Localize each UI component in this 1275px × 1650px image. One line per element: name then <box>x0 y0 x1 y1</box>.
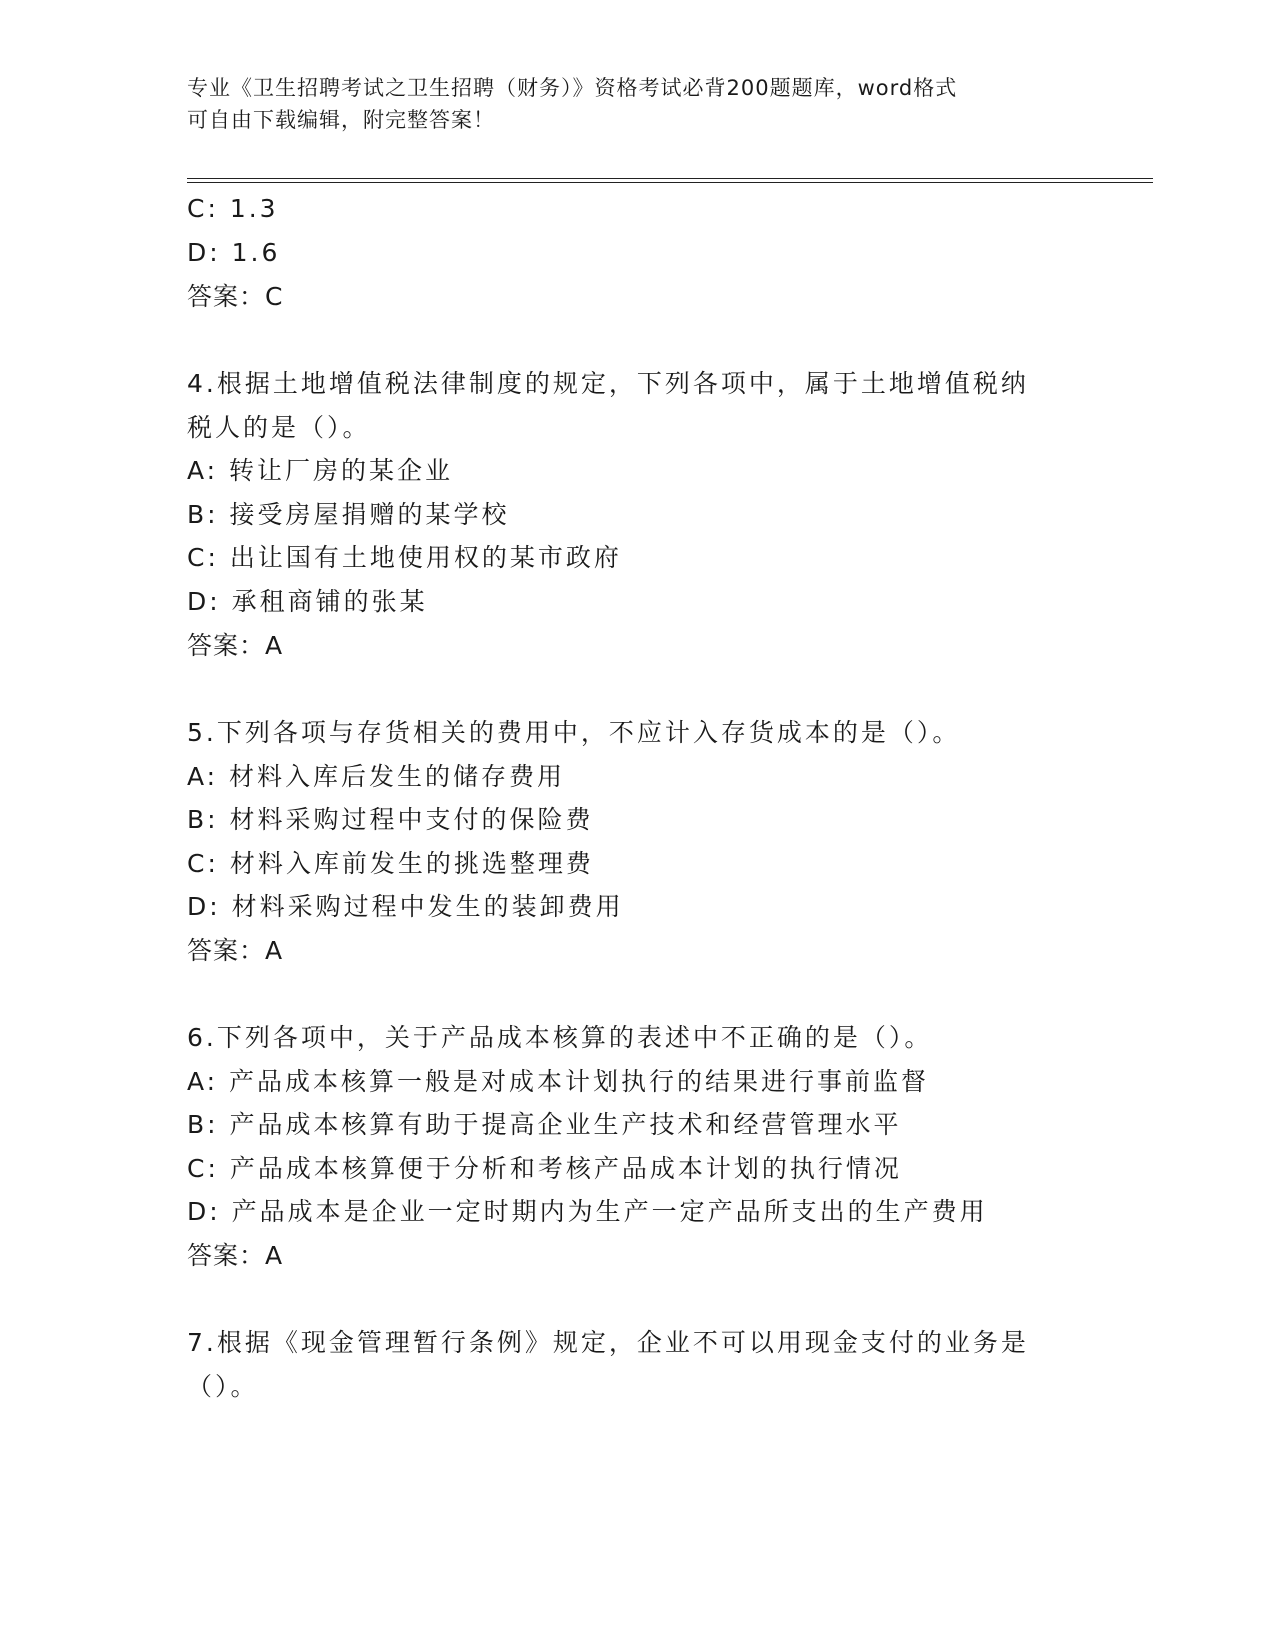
q6-option-b: B: 产品成本核算有助于提高企业生产技术和经营管理水平 <box>187 1110 902 1139</box>
q6-option-d: D: 产品成本是企业一定时期内为生产一定产品所支出的生产费用 <box>187 1197 988 1226</box>
q3-answer: 答案：C <box>187 282 284 311</box>
q6-stem-line-1: 6.下列各项中，关于产品成本核算的表述中不正确的是（）。 <box>187 1023 933 1052</box>
header-line-1: 专业《卫生招聘考试之卫生招聘（财务）》资格考试必背200题题库，word格式 <box>187 76 958 100</box>
q4-stem-line-2: 税人的是（）。 <box>187 413 371 442</box>
header-divider-bottom <box>187 182 1153 183</box>
q3-option-c: C: 1.3 <box>187 194 279 223</box>
q7-stem-line-1: 7.根据《现金管理暂行条例》规定，企业不可以用现金支付的业务是 <box>187 1328 1029 1357</box>
q5-option-b: B: 材料采购过程中支付的保险费 <box>187 805 594 834</box>
q5-option-c: C: 材料入库前发生的挑选整理费 <box>187 849 594 878</box>
header-divider-top <box>187 178 1153 179</box>
q5-option-d: D: 材料采购过程中发生的装卸费用 <box>187 892 624 921</box>
header-line-2: 可自由下载编辑，附完整答案！ <box>187 108 495 132</box>
q3-option-d: D: 1.6 <box>187 238 281 267</box>
q6-option-a: A: 产品成本核算一般是对成本计划执行的结果进行事前监督 <box>187 1067 930 1096</box>
q4-option-d: D: 承租商铺的张某 <box>187 587 428 616</box>
q4-option-b: B: 接受房屋捐赠的某学校 <box>187 500 510 529</box>
q5-answer: 答案：A <box>187 936 284 965</box>
q7-stem-line-2: （）。 <box>187 1372 259 1401</box>
q6-answer: 答案：A <box>187 1241 284 1270</box>
q4-stem-line-1: 4.根据土地增值税法律制度的规定，下列各项中，属于土地增值税纳 <box>187 369 1029 398</box>
q6-option-c: C: 产品成本核算便于分析和考核产品成本计划的执行情况 <box>187 1154 902 1183</box>
q5-option-a: A: 材料入库后发生的储存费用 <box>187 762 566 791</box>
q4-answer: 答案：A <box>187 631 284 660</box>
document-header <box>187 72 1087 136</box>
q4-option-c: C: 出让国有土地使用权的某市政府 <box>187 543 622 572</box>
q5-stem-line-1: 5.下列各项与存货相关的费用中，不应计入存货成本的是（）。 <box>187 718 961 747</box>
q4-option-a: A: 转让厂房的某企业 <box>187 456 454 485</box>
